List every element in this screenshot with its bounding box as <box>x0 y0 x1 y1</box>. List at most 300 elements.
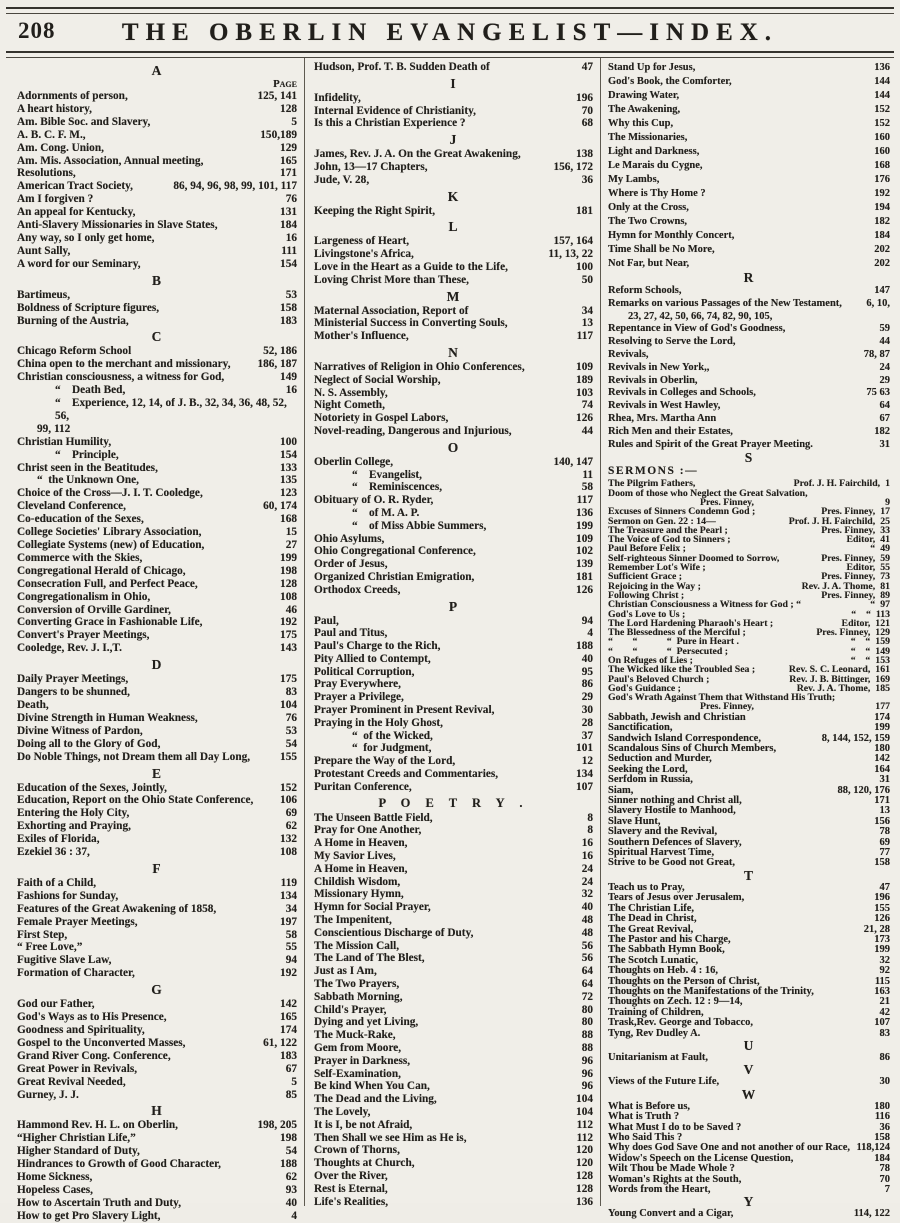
entry-page: 64 <box>581 965 593 978</box>
index-entry <box>17 116 297 129</box>
entry-page: 152 <box>280 781 297 794</box>
index-entry <box>314 876 593 889</box>
index-entry <box>17 725 297 738</box>
entry-page: 75 63 <box>866 387 890 399</box>
entry-title: 23, 27, 42, 50, 66, 74, 82, 90, 105, <box>628 310 773 322</box>
entry-title: Thoughts on the Manifestations of the Trinity, <box>608 985 814 997</box>
index-entry <box>314 61 593 74</box>
entry-title: The Awakening, <box>608 104 681 115</box>
entry-page: 93 <box>285 1183 297 1196</box>
entry-page: 158 <box>874 1132 890 1143</box>
index-columns <box>0 58 900 1222</box>
entry-page: 188 <box>280 1158 297 1171</box>
entry-title: 99, 112 <box>37 422 71 435</box>
entry-page: 88, 120, 176 <box>837 784 890 796</box>
page-column-label: Page <box>273 78 297 90</box>
index-entry <box>314 330 593 343</box>
section-letter: J <box>449 132 458 148</box>
index-entry <box>17 604 297 617</box>
entry-title: Why does God Save One and not another of our Race, <box>608 1142 851 1154</box>
entry-page: 53 <box>285 724 297 737</box>
entry-page: 60, 174 <box>263 500 297 513</box>
index-entry <box>608 201 890 215</box>
entry-page: 180 <box>874 1100 890 1112</box>
entry-title: Pres. Finney, <box>700 701 754 713</box>
entry-attribution: “ “ <box>850 636 871 648</box>
section-letter: H <box>151 1103 163 1119</box>
entry-page: 192 <box>280 616 297 629</box>
entry-title: Protestant Creeds and Commentaries, <box>314 768 499 781</box>
entry-page: 8 <box>587 811 593 824</box>
entry-title: God's Book, the Comforter, <box>608 76 732 87</box>
entry-page: 202 <box>874 258 890 269</box>
entry-page: 113 <box>875 608 890 620</box>
entry-attribution: Pres. Finney, <box>821 524 876 536</box>
entry-attribution: Prof. J. H. Fairchild, <box>788 515 876 527</box>
index-entry <box>314 261 593 274</box>
entry-title: Following Christ ; <box>608 589 685 601</box>
entry-page: 132 <box>280 833 297 846</box>
entry-page: 28 <box>581 716 593 729</box>
entry-title: The Impenitent, <box>314 914 392 927</box>
index-entry <box>17 180 297 193</box>
index-section <box>17 982 297 1101</box>
index-entry <box>314 914 593 927</box>
entry-page: 111 <box>281 244 297 257</box>
entry-page: 107 <box>874 1017 890 1029</box>
entry-title: Am I forgiven ? <box>17 193 94 206</box>
entry-title: Livingstone's Africa, <box>314 248 414 261</box>
index-entry <box>17 526 297 539</box>
entry-page: 128 <box>576 1169 593 1182</box>
index-entry <box>17 903 297 916</box>
entry-title: Am. Mis. Association, Annual meeting, <box>17 154 204 167</box>
section-letter: V <box>743 1062 755 1078</box>
entry-title: The Blessedness of the Merciful ; <box>608 627 746 639</box>
index-entry <box>314 92 593 105</box>
entry-title: Training of Children, <box>608 1006 704 1018</box>
index-entry <box>608 229 890 243</box>
entry-title: Rejoicing in the Way ; <box>608 580 701 592</box>
entry-page: 176 <box>874 174 890 185</box>
entry-attribution: Editor, <box>846 562 876 574</box>
entry-title: Child's Prayer, <box>314 1003 387 1016</box>
entry-page: 55 <box>285 941 297 954</box>
entry-attribution: Pres. Finney, <box>816 627 871 639</box>
index-entry <box>17 1158 297 1171</box>
entry-title: Be kind When You Can, <box>314 1080 430 1093</box>
index-entry <box>314 768 593 781</box>
entry-page: 89 <box>880 589 890 601</box>
entry-title: Dangers to be shunned, <box>17 686 130 699</box>
entry-title: “ for Judgment, <box>352 742 432 755</box>
index-entry <box>608 914 890 924</box>
entry-title: American Tract Society, <box>17 180 133 193</box>
index-entry <box>314 1196 593 1209</box>
entry-title: Any way, so I only get home, <box>17 231 155 244</box>
top-double-rule <box>6 7 894 14</box>
entry-title: Spiritual Harvest Time, <box>608 847 715 859</box>
entry-page: 52, 186 <box>263 345 297 358</box>
entry-title: The Mission Call, <box>314 939 400 952</box>
index-section <box>17 63 297 271</box>
entry-page: 181 <box>576 570 593 583</box>
entry-page: 21 <box>879 996 890 1008</box>
entry-title: Views of the Future Life, <box>608 1076 720 1088</box>
entry-page: 62 <box>285 1171 297 1184</box>
entry-page: 194 <box>874 202 890 213</box>
entry-title: Congregationalism in Ohio, <box>17 590 151 603</box>
entry-title: Fugitive Slave Law, <box>17 954 112 967</box>
index-entry <box>17 1210 297 1223</box>
entry-attribution: Pres. Finney, <box>821 589 876 601</box>
entry-page: 120 <box>576 1157 593 1170</box>
section-letter: L <box>448 219 459 235</box>
entry-page: 44 <box>581 424 593 437</box>
index-entry <box>17 1076 297 1089</box>
entry-page: 24 <box>581 862 593 875</box>
entry-title: What is Before us, <box>608 1100 691 1112</box>
entry-title: Missionary Hymn, <box>314 888 404 901</box>
index-entry <box>17 1132 297 1145</box>
entry-title: Serfdom in Russia, <box>608 774 693 786</box>
entry-title: Loving Christ More than These, <box>314 273 469 286</box>
index-entry <box>17 155 297 168</box>
entry-title: Hammond Rev. H. L. on Oberlin, <box>17 1119 178 1132</box>
index-entry <box>314 888 593 901</box>
entry-title: How to get Pro Slavery Light, <box>17 1209 161 1222</box>
entry-page: 152 <box>874 118 890 129</box>
index-entry <box>608 362 890 375</box>
index-section <box>17 1103 297 1222</box>
entry-title: Paul, <box>314 614 339 627</box>
entry-title: Puritan Conference, <box>314 780 412 793</box>
entry-title: Slavery and the Revival, <box>608 826 718 838</box>
entry-title: God's Ways as to His Presence, <box>17 1011 167 1024</box>
entry-page: 126 <box>576 412 593 425</box>
index-entry <box>17 1145 297 1158</box>
entry-title: Sermon on Gen. 22 : 14— <box>608 515 716 527</box>
entry-page: 40 <box>285 1196 297 1209</box>
entry-page: 108 <box>280 846 297 859</box>
entry-page: 70 <box>879 1173 890 1185</box>
entry-page: 144 <box>874 90 890 101</box>
entry-page: 117 <box>576 330 593 343</box>
entry-title: Self-Examination, <box>314 1067 401 1080</box>
entry-title: Thoughts on Zech. 12 : 9—14, <box>608 996 743 1008</box>
entry-title: “ Principle, <box>55 448 119 461</box>
entry-title: Do Noble Things, not Dream them all Day Long, <box>17 750 251 763</box>
entry-attribution: Pres. Finney, <box>821 506 876 518</box>
entry-title: Obituary of O. R. Ryder, <box>314 494 434 507</box>
entry-attribution: “ <box>870 599 876 611</box>
page-title: THE OBERLIN EVANGELIST—INDEX. <box>121 18 779 46</box>
entry-page: 102 <box>576 545 593 558</box>
index-section <box>314 76 593 130</box>
entry-title: Adornments of person, <box>17 90 128 102</box>
index-entry <box>17 289 297 302</box>
entry-title: Christian Humility, <box>17 435 112 448</box>
entry-page: 134 <box>576 768 593 781</box>
entry-page: 9 <box>885 496 890 508</box>
index-entry <box>314 399 593 412</box>
entry-page: 171 <box>874 795 890 807</box>
entry-page: 36 <box>879 1121 890 1133</box>
entry-title: Gurney, J. J. <box>17 1088 79 1101</box>
entry-attribution: Pres. Finney, <box>821 571 876 583</box>
index-section <box>314 132 593 186</box>
entry-attribution: Editor, <box>841 617 871 629</box>
index-entry <box>314 205 593 218</box>
index-entry <box>17 629 297 642</box>
index-entry <box>608 298 890 311</box>
entry-title: Formation of Character, <box>17 967 135 980</box>
section-letter: K <box>447 188 460 204</box>
entry-page: 128 <box>576 1182 593 1195</box>
index-entry <box>17 474 297 487</box>
index-entry <box>17 699 297 712</box>
entry-page: 156 <box>874 815 890 827</box>
entry-page: 88 <box>581 1042 593 1054</box>
index-entry <box>314 274 593 287</box>
entry-title: Slavery Hostile to Manhood, <box>608 805 736 817</box>
entry-page: 32 <box>581 888 593 901</box>
entry-title: Life's Realities, <box>314 1195 389 1208</box>
entry-title: Revivals in West Hawley, <box>608 400 721 412</box>
section-letter: Y <box>743 1194 755 1210</box>
entry-page: 115 <box>874 975 890 987</box>
entry-title: Largeness of Heart, <box>314 235 410 248</box>
index-entry <box>608 173 890 187</box>
index-entry <box>314 248 593 261</box>
index-column <box>305 58 601 1206</box>
index-entry <box>17 673 297 686</box>
section-letter: N <box>448 344 459 360</box>
entry-page: 175 <box>280 673 297 686</box>
entry-page: 106 <box>280 794 297 807</box>
entry-page: 154 <box>280 257 297 270</box>
entry-page: 80 <box>581 1016 593 1029</box>
entry-title: Reform Schools, <box>608 285 682 296</box>
entry-title: God's Love to Us ; <box>608 608 686 620</box>
entry-title: “ the Unknown One, <box>37 474 140 487</box>
index-entry <box>314 412 593 425</box>
index-section <box>608 1037 890 1063</box>
index-entry <box>314 640 593 653</box>
entry-title: Strive to be Good not Great, <box>608 857 735 869</box>
entry-page: 16 <box>581 850 593 863</box>
entry-page: 17 <box>880 506 890 518</box>
section-letter: B <box>151 272 162 288</box>
entry-title: The Pilgrim Fathers, <box>608 478 696 490</box>
entry-page: 192 <box>874 188 890 199</box>
entry-page: 116 <box>874 1111 890 1123</box>
entry-title: “ “ “ Persecuted ; <box>608 645 728 657</box>
index-entry <box>314 717 593 730</box>
entry-attribution: Rev. J. A. Thome, <box>801 580 876 592</box>
entry-title: Rhea, Mrs. Martha Ann <box>608 412 717 424</box>
entry-page: 109 <box>576 532 593 545</box>
section-label: SERMONS :— <box>608 465 699 478</box>
entry-title: Resolutions, <box>17 167 76 180</box>
index-entry <box>314 678 593 691</box>
index-entry <box>17 1050 297 1063</box>
entry-page: 53 <box>285 288 297 301</box>
entry-title: Revivals, <box>608 348 649 360</box>
entry-page: 48 <box>581 926 593 939</box>
entry-title: Siam, <box>608 784 634 796</box>
index-entry <box>314 481 593 494</box>
entry-page: 41 <box>880 534 890 546</box>
entry-page: 48 <box>581 914 593 927</box>
index-entry <box>314 361 593 374</box>
entry-page: 36 <box>581 173 593 186</box>
entry-page: 56 <box>581 952 593 965</box>
entry-title: Words from the Heart, <box>608 1184 711 1196</box>
entry-title: “ Death Bed, <box>55 384 126 397</box>
entry-page: 24 <box>581 875 593 888</box>
index-entry <box>314 148 593 161</box>
index-entry <box>608 311 890 324</box>
index-entry <box>17 103 297 116</box>
entry-page: 1 <box>885 478 890 490</box>
entry-title: Neglect of Social Worship, <box>314 373 441 386</box>
entry-page: 192 <box>280 967 297 980</box>
entry-page: 163 <box>874 985 890 997</box>
index-entry <box>314 105 593 118</box>
entry-title: What is Truth ? <box>608 1111 680 1123</box>
entry-title: Higher Standard of Duty, <box>17 1145 140 1158</box>
page-number: 208 <box>18 18 56 43</box>
index-section <box>314 345 593 438</box>
entry-attribution: Rev. J. B. Bittinger, <box>789 673 871 685</box>
entry-title: Sabbath, Jewish and Christian <box>608 711 746 723</box>
entry-page: 96 <box>581 1080 593 1093</box>
index-entry <box>314 305 593 318</box>
entry-title: “ “ “ Pure in Heart . <box>608 636 739 648</box>
entry-title: Daily Prayer Meetings, <box>17 673 129 686</box>
entry-page: 61, 122 <box>263 1036 297 1049</box>
entry-title: Rich Men and their Estates, <box>608 425 733 437</box>
section-letter: P <box>448 598 459 614</box>
section-letter: F <box>152 860 162 876</box>
section-letter: E <box>151 765 162 781</box>
entry-title: Education, Report on the Ohio State Conference, <box>17 794 254 807</box>
entry-page: 16 <box>581 837 593 850</box>
entry-page: 8, 144, 152, 159 <box>821 732 890 744</box>
index-entry <box>17 423 297 436</box>
entry-title: “ Experience, 12, 14, of J. B., 32, 34, 36, 48, 52, 56, <box>55 397 287 422</box>
index-entry <box>314 742 593 755</box>
index-entry <box>314 730 593 743</box>
entry-title: Cleveland Conference, <box>17 500 126 513</box>
entry-page: 164 <box>874 763 890 775</box>
entry-page: 29 <box>581 691 593 704</box>
index-entry <box>314 387 593 400</box>
entry-title: Why this Cup, <box>608 118 674 129</box>
entry-title: What Must I do to be Saved ? <box>608 1121 742 1133</box>
entry-page: 199 <box>576 519 593 532</box>
index-entry <box>17 167 297 180</box>
entry-page: 8 <box>587 824 593 837</box>
index-entry <box>608 285 890 298</box>
entry-page: 108 <box>280 590 297 603</box>
index-section <box>608 272 890 451</box>
entry-title: Pity Allied to Contempt, <box>314 652 431 665</box>
entry-title: Revivals in Oberlin, <box>608 374 698 386</box>
entry-title: God's Guidance ; <box>608 682 681 694</box>
index-entry <box>608 349 890 362</box>
index-entry <box>314 978 593 991</box>
entry-title: Scandalous Sins of Church Members, <box>608 743 777 754</box>
entry-title: Novel-reading, Dangerous and Injurious, <box>314 424 512 437</box>
entry-title: The Lord Hardening Pharaoh's Heart ; <box>608 617 774 629</box>
entry-title: “ of the Wicked, <box>352 729 433 742</box>
index-entry <box>17 232 297 245</box>
section-letter: S <box>744 450 754 466</box>
entry-title: Am. Cong. Union, <box>17 141 104 154</box>
entry-title: My Lambs, <box>608 174 660 185</box>
entry-title: Sabbath Morning, <box>314 990 403 1003</box>
entry-title: On Refuges of Lies ; <box>608 655 693 666</box>
entry-title: Goodness and Spirituality, <box>17 1024 145 1036</box>
entry-page: 81 <box>880 580 890 592</box>
page-header <box>0 14 900 51</box>
entry-page: 140, 147 <box>553 455 593 468</box>
index-entry <box>314 666 593 679</box>
entry-page: 135 <box>280 474 297 487</box>
index-entry <box>314 991 593 1004</box>
entry-page: 59 <box>880 552 890 564</box>
entry-title: Sufficient Grace ; <box>608 571 682 583</box>
index-entry <box>314 425 593 438</box>
entry-title: Le Marais du Cygne, <box>608 160 703 171</box>
entry-title: “ Evangelist, <box>352 468 422 481</box>
index-entry <box>17 500 297 513</box>
entry-page: 76 <box>285 711 297 724</box>
entry-page: 94 <box>285 954 297 967</box>
entry-attribution: Editor, <box>846 534 876 546</box>
index-entry <box>17 941 297 954</box>
entry-title: How to Ascertain Truth and Duty, <box>17 1196 182 1209</box>
entry-page: 136 <box>874 62 890 73</box>
entry-title: Christian consciousness, a witness for God, <box>17 371 225 384</box>
index-section <box>608 452 890 711</box>
index-entry <box>17 833 297 846</box>
index-entry <box>608 413 890 426</box>
index-entry <box>608 1209 890 1219</box>
index-entry <box>314 704 593 717</box>
entry-page: 109 <box>576 360 593 373</box>
entry-page: 47 <box>581 61 593 73</box>
entry-page: 173 <box>874 933 890 945</box>
entry-title: Doom of those who Neglect the Great Salvation, <box>608 487 808 499</box>
entry-page: 100 <box>576 260 593 273</box>
entry-page: 83 <box>879 1027 890 1039</box>
entry-page: 136 <box>576 1195 593 1208</box>
entry-page: 171 <box>280 167 297 180</box>
entry-page: 16 <box>285 384 297 397</box>
entry-title: Who Said This ? <box>608 1132 683 1143</box>
index-entry <box>17 539 297 552</box>
index-entry <box>314 850 593 863</box>
entry-title: Boldness of Scripture figures, <box>17 301 160 314</box>
index-entry <box>314 615 593 628</box>
entry-title: Tears of Jesus over Jerusalem, <box>608 892 745 904</box>
index-entry <box>17 877 297 890</box>
section-letter: A <box>151 63 163 78</box>
entry-attribution: “ “ <box>850 645 871 657</box>
